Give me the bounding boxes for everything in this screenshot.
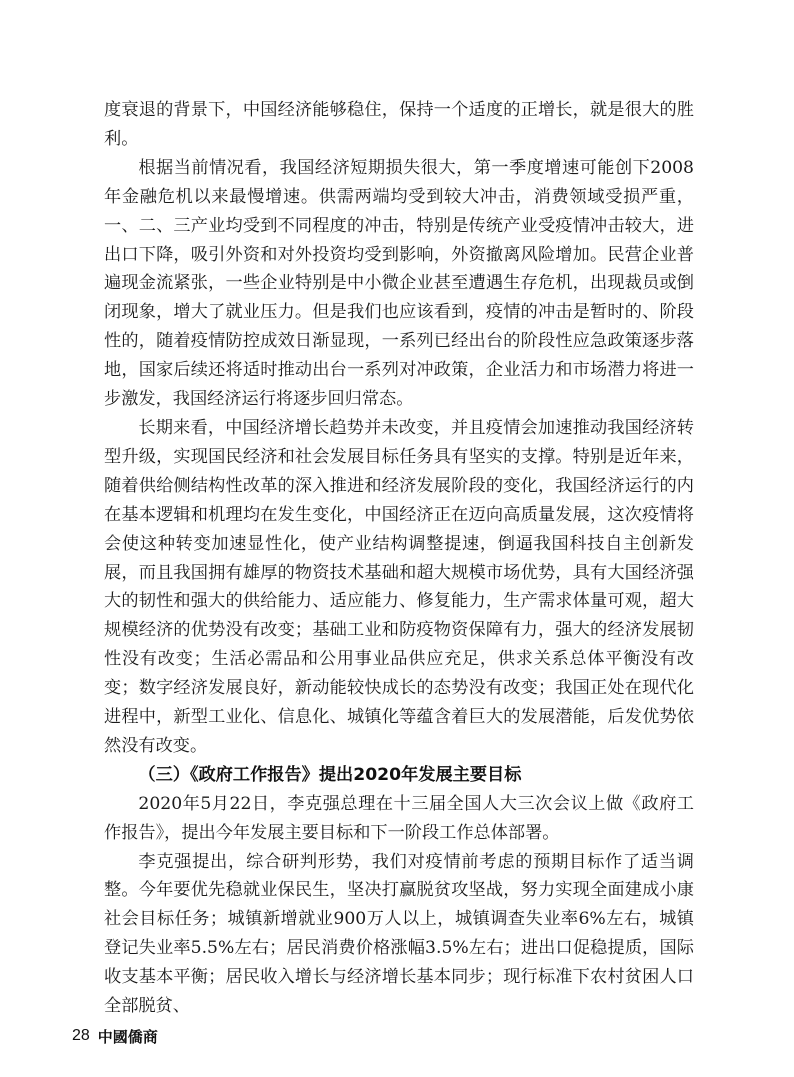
page-footer xyxy=(72,1025,158,1047)
paragraph-report-date: 2020年5月22日，李克强总理在十三届全国人大三次会议上做《政府工作报告》，提出今年发展主要目标和下一阶段工作总体部署。 xyxy=(104,793,694,843)
paragraph-long-term: 长期来看，中国经济增长趋势并未改变，并且疫情会加速推动我国经济转型升级，实现国民经济和社会发展目标任务具有坚实的支撑。特别是近年来，随着供给侧结构性改革的深入推进和经济发展阶段的变化，我国经济运行的内在基本逻辑和机理均在发生变化，中国经济正在迈向高质量发展，这次疫情将会使这种转变加速显性化，使产业结构调整提速，倒逼我国科技自主创新发展，而且我国拥有雄厚的物资技术基础和超大规模市场优势，具有大国经济强大的韧性和强大的供给能力、适应能力、修复能力，生产需求体量可观，超大规模经济的优势没有改变；基础工业和防疫物资保障有力，强大的经济发展韧性没有改变；生活必需品和公用事业品供应充足，供求关系总体平衡没有改变；数字经济发展良好，新动能较快成长的态势没有改变；我国正处在现代化进程中，新型工业化、信息化、城镇化等蕴含着巨大的发展潜能，后发优势依然没有改变。 xyxy=(104,417,694,756)
article-body xyxy=(104,96,694,1021)
paragraph-targets: 李克强提出，综合研判形势，我们对疫情前考虑的预期目标作了适当调整。今年要优先稳就业保民生，坚决打赢脱贫攻坚战，努力实现全面建成小康社会目标任务；城镇新增就业900万人以上，城镇调查失业率6%左右，城镇登记失业率5.5%左右；居民消费价格涨幅3.5%左右；进出口促稳提质，国际收支基本平衡；居民收入增长与经济增长基本同步；现行标准下农村贫困人口全部脱贫、 xyxy=(104,851,694,1017)
section-heading: （三）《政府工作报告》提出2020年发展主要目标 xyxy=(138,764,522,785)
page-number: 28 xyxy=(72,1027,90,1044)
paragraph-current-situation: 根据当前情况看，我国经济短期损失很大，第一季度增速可能创下2008年金融危机以来最慢增速。供需两端均受到较大冲击，消费领域受损严重，一、二、三产业均受到不同程度的冲击，特别是传统产业受疫情冲击较大，进出口下降，吸引外资和对外投资均受到影响，外资撤离风险增加。民营企业普遍现金流紧张，一些企业特别是中小微企业甚至遭遇生存危机，出现裁员或倒闭现象，增大了就业压力。但是我们也应该看到，疫情的冲击是暂时的、阶段性的，随着疫情防控成效日渐显现，一系列已经出台的阶段性应急政策逐步落地，国家后续还将适时推动出台一系列对冲政策，企业活力和市场潜力将进一步激发，我国经济运行将逐步回归常态。 xyxy=(104,157,694,410)
magazine-name: 中國僑商 xyxy=(97,1027,158,1046)
paragraph-continued: 度衰退的背景下，中国经济能够稳住，保持一个适度的正增长，就是很大的胜利。 xyxy=(104,100,694,149)
